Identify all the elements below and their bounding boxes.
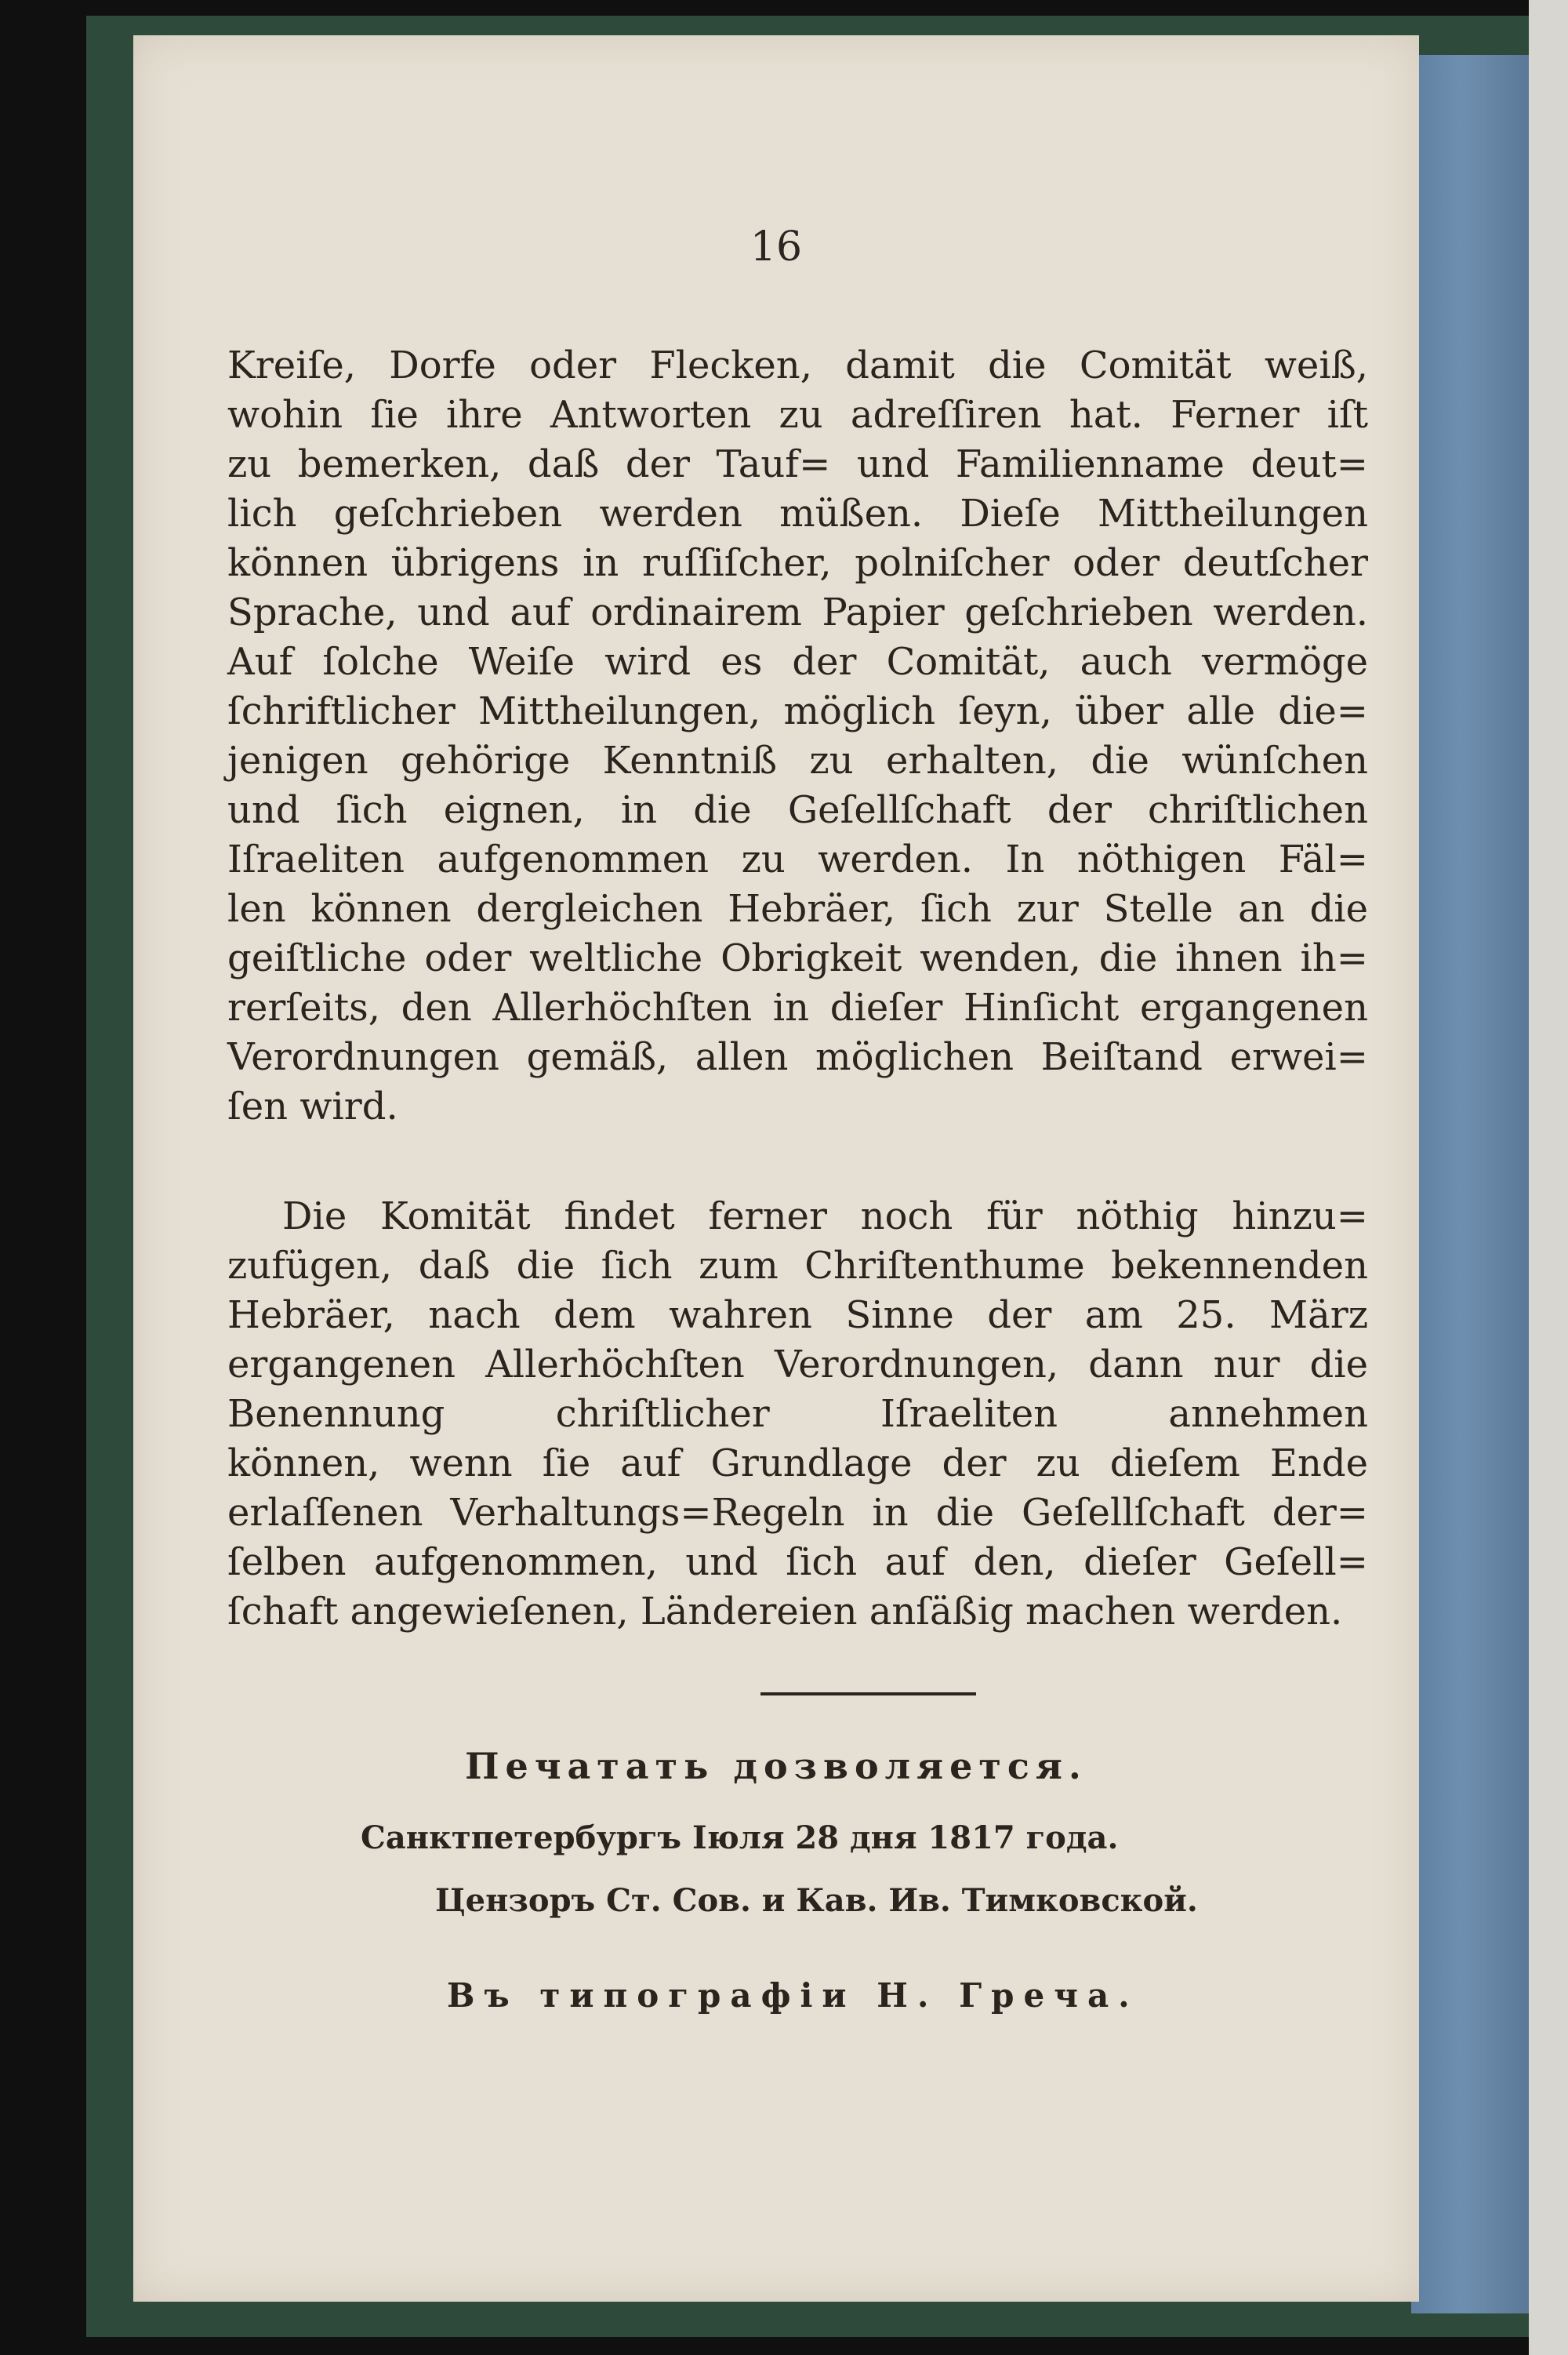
printer-line: Въ типографіи Н. Греча. (447, 1976, 1139, 2015)
divider-rule (760, 1692, 976, 1695)
censor-line: Цензоръ Ст. Сов. и Кав. Ив. Тимковской. (435, 1882, 1198, 1919)
text-line: Verordnungen gemäß, allen möglichen Beiſtand erwei= (227, 1035, 1368, 1079)
paragraph-2 (227, 1192, 1368, 1637)
paragraph-1 (227, 341, 1368, 1132)
text-line: und ſich eignen, in die Geſellſchaft der chriſtlichen (227, 788, 1368, 832)
place-and-date: Санктпетербургъ Іюля 28 дня 1817 года. (361, 1819, 1119, 1856)
text-line: Benennung chriſtlicher Iſraeliten annehmen (227, 1392, 1368, 1436)
blue-endpaper-edge (1411, 55, 1537, 2313)
text-line: ſelben aufgenommen, und ſich auf den, dieſer Geſell= (227, 1540, 1368, 1584)
text-line: zufügen, daß die ſich zum Chriſtenthume bekennenden (227, 1244, 1368, 1288)
text-line: wohin ſie ihre Antworten zu adreſſiren hat. Ferner iſt (227, 393, 1368, 437)
text-line: zu bemerken, daß der Tauf= und Familienname deut= (227, 442, 1368, 486)
text-line: ergangenen Allerhöchſten Verordnungen, dann nur die (227, 1343, 1368, 1386)
text-line: lich geſchrieben werden müßen. Dieſe Mittheilungen (227, 492, 1368, 536)
text-line: jenigen gehörige Kenntniß zu erhalten, die wünſchen (227, 739, 1368, 783)
text-line: können übrigens in ruſſiſcher, polniſcher oder deutſcher (227, 541, 1368, 585)
text-line: können, wenn ſie auf Grundlage der zu dieſem Ende (227, 1441, 1368, 1485)
text-line: Sprache, und auf ordinairem Papier geſchrieben werden. (227, 591, 1368, 634)
text-line: ſchriftlicher Mittheilungen, möglich ſeyn, über alle die= (227, 689, 1368, 733)
text-line: Hebräer, nach dem wahren Sinne der am 25. März (227, 1293, 1368, 1337)
text-line: rerſeits, den Allerhöchſten in dieſer Hinſicht ergangenen (227, 986, 1368, 1030)
text-line: ſen wird. (227, 1085, 398, 1128)
book-page (133, 35, 1419, 2302)
page-number: 16 (750, 224, 803, 271)
censorship-approval: Печатать дозволяется. (465, 1745, 1087, 1787)
scan-background-edge (1529, 0, 1568, 2355)
text-line: geiſtliche oder weltliche Obrigkeit wenden, die ihnen ih= (227, 936, 1368, 980)
text-line: ſchaft angewieſenen, Ländereien anſäßig machen werden. (227, 1590, 1343, 1634)
text-line: Iſraeliten aufgenommen zu werden. In nöthigen Fäl= (227, 838, 1368, 881)
text-line: Kreiſe, Dorfe oder Flecken, damit die Comität weiß, (227, 343, 1368, 387)
text-line: Auf ſolche Weiſe wird es der Comität, auch vermöge (227, 640, 1368, 684)
text-line: len können dergleichen Hebräer, ſich zur Stelle an die (227, 887, 1368, 931)
text-line: Die Komität findet ferner noch für nöthig hinzu= (282, 1194, 1368, 1238)
text-line: erlaſſenen Verhaltungs=Regeln in die Geſellſchaft der= (227, 1491, 1368, 1535)
